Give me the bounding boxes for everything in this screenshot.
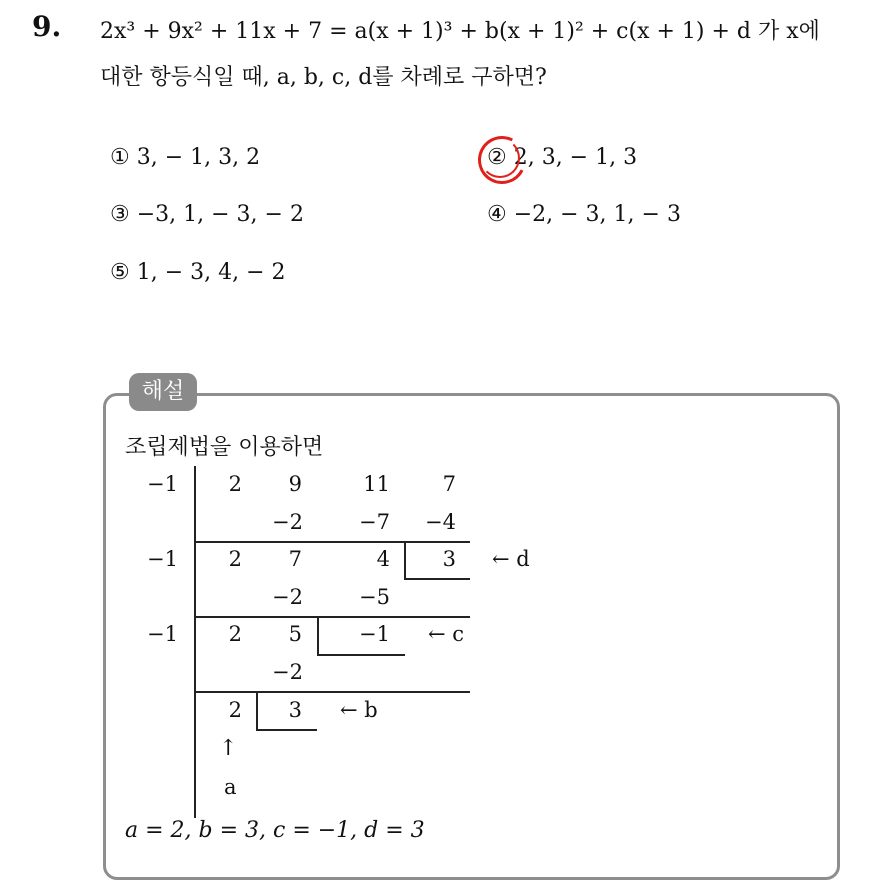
note-b: ← b: [340, 698, 378, 722]
remainder-box-d-bottom: [404, 578, 470, 580]
cell-r1-c2: 9: [288, 472, 302, 496]
remainder-box-c-vertical: [317, 617, 319, 655]
choice-3[interactable]: ③ −3, 1, − 3, − 2: [110, 202, 304, 227]
choice-1[interactable]: ① 3, − 1, 3, 2: [110, 145, 261, 170]
remainder-box-b-bottom: [256, 729, 317, 731]
remainder-box-b-vertical: [256, 692, 258, 730]
rule-2: [194, 616, 470, 618]
cell-r5-c2: 5: [288, 622, 302, 646]
note-d: ← d: [492, 547, 530, 571]
cell-r3-c3: 4: [376, 547, 390, 571]
cell-r7-c2: 3: [288, 698, 302, 722]
remainder-box-d-vertical: [404, 542, 406, 579]
rule-3: [194, 691, 470, 693]
solution-result: a = 2, b = 3, c = −1, d = 3: [125, 818, 425, 843]
arrow-up: ↑: [219, 736, 238, 761]
cell-r7-c1: 2: [228, 698, 242, 722]
a-label: a: [224, 775, 237, 799]
division-vertical-rule: [194, 466, 196, 818]
choice-2[interactable]: ② 2, 3, − 1, 3: [487, 145, 638, 170]
cell-r4-c3: −5: [359, 585, 390, 609]
cell-r1-c3: 11: [363, 472, 390, 496]
cell-r3-c1: 2: [228, 547, 242, 571]
cell-r5-c1: 2: [228, 622, 242, 646]
remainder-box-c-bottom: [317, 654, 405, 656]
divisor-1: −1: [147, 472, 178, 496]
question-number: 9.: [32, 10, 62, 43]
solution-tag: 해설: [129, 373, 197, 411]
cell-r3-c4: 3: [442, 547, 456, 571]
choice-5[interactable]: ⑤ 1, − 3, 4, − 2: [110, 260, 286, 285]
question-line-1: 2x³ + 9x² + 11x + 7 = a(x + 1)³ + b(x + 1)² + c(x + 1) + d 가 x에: [100, 19, 820, 44]
cell-r3-c2: 7: [288, 547, 302, 571]
choice-4[interactable]: ④ −2, − 3, 1, − 3: [487, 202, 681, 227]
solution-intro: 조립제법을 이용하면: [125, 435, 324, 460]
cell-r6-c2: −2: [272, 660, 303, 684]
cell-r4-c2: −2: [272, 585, 303, 609]
cell-r5-c3: −1: [359, 622, 390, 646]
cell-r2-c4: −4: [425, 510, 456, 534]
answer-circle-mark-inner: [480, 138, 520, 178]
note-c: ← c: [428, 622, 465, 646]
cell-r1-c4: 7: [442, 472, 456, 496]
cell-r2-c2: −2: [272, 510, 303, 534]
cell-r1-c1: 2: [228, 472, 242, 496]
divisor-3: −1: [147, 622, 178, 646]
rule-1: [194, 541, 470, 543]
question-line-2: 대한 항등식일 때, a, b, c, d를 차례로 구하면?: [100, 65, 547, 90]
divisor-2: −1: [147, 547, 178, 571]
cell-r2-c3: −7: [359, 510, 390, 534]
